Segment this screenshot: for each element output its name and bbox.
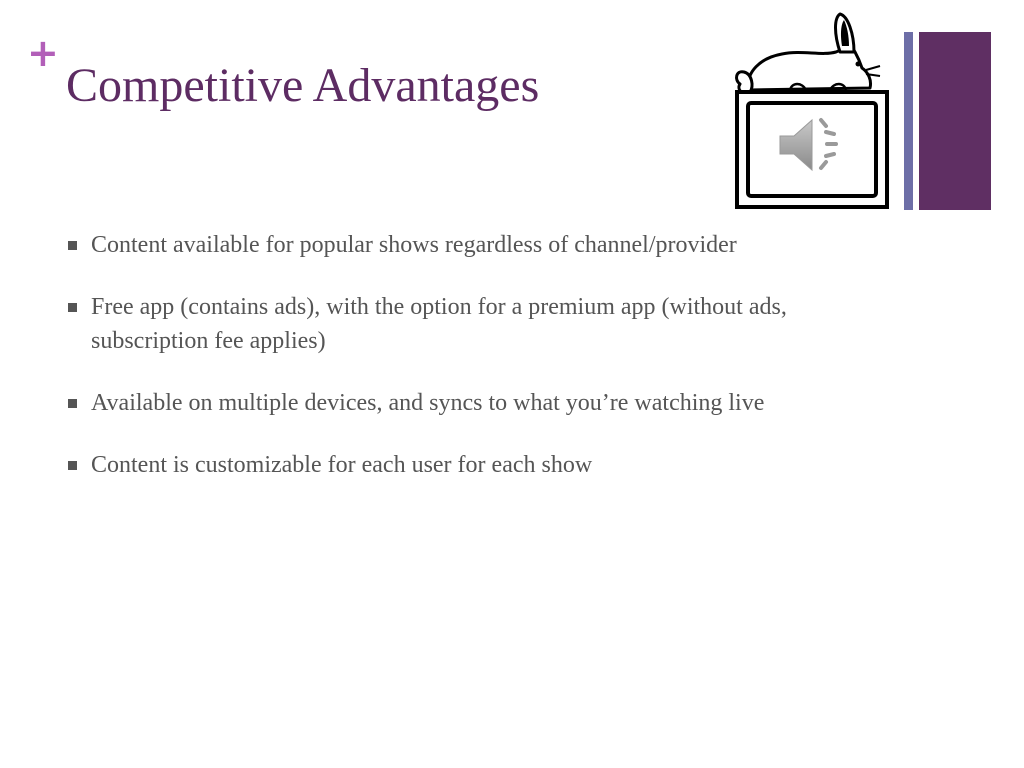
bullet-text: Free app (contains ads), with the option for a premium app (without ads, subscription fee applies) (91, 294, 787, 354)
rabbit-on-tv-icon (730, 12, 890, 210)
bullet-text: Available on multiple devices, and syncs to what you’re watching live (91, 390, 765, 416)
bullet-text: Content is customizable for each user for each show (91, 452, 593, 478)
bullet-item (66, 448, 866, 482)
accent-bar-thick (919, 32, 991, 210)
bullet-text: Content available for popular shows regardless of channel/provider (91, 232, 737, 258)
speaker-icon[interactable] (776, 112, 846, 178)
bullet-item (66, 290, 866, 358)
accent-bar-thin (904, 32, 913, 210)
bullet-square-icon (68, 399, 77, 408)
plus-mark: + (27, 31, 59, 75)
bullet-list (66, 228, 866, 510)
bullet-square-icon (68, 303, 77, 312)
bullet-square-icon (68, 241, 77, 250)
bullet-item (66, 228, 866, 262)
bullet-square-icon (68, 461, 77, 470)
bullet-item (66, 386, 866, 420)
slide-title: Competitive Advantages (66, 59, 540, 112)
